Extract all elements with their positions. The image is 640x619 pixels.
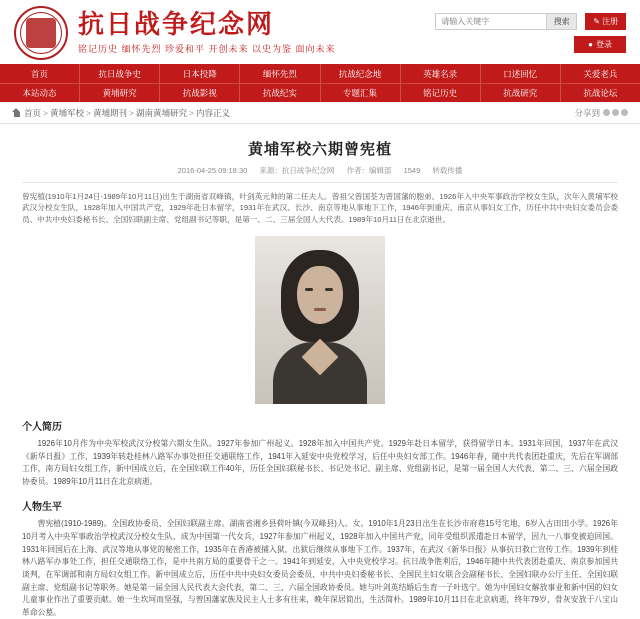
share-icon-3[interactable] [621, 109, 628, 116]
breadcrumb-home[interactable]: 首页 [24, 107, 42, 118]
search-button[interactable]: 搜索 [547, 13, 577, 30]
nav-item-topics[interactable]: 专题汇集 [321, 84, 401, 102]
nav-item-huangpu-research[interactable]: 黄埔研究 [80, 84, 160, 102]
seal-logo-icon [14, 6, 68, 60]
nav-item-war-history[interactable]: 抗日战争史 [80, 64, 160, 83]
article-figure [22, 236, 618, 406]
search-input[interactable] [435, 13, 547, 30]
portrait-face [297, 266, 343, 324]
section-paragraph-biography: 1926年10月作为中央军校武汉分校第六期女生队。1927年参加广州起义。1928年加入中国共产党。1929年赴日本留学，获得留学日本。1931年回国，1937年在武汉《新华日报》工作，1939年转赴桂林八路军办事处担任交通联络工作，1941年入延安中央党校学习，后任中央妇女部工作。1946年春，随中共代表团赴重庆，先后在军调部工作，南方局妇女组工作，新中国成立后，在全国妇联工作40年，历任全国妇联秘书长、书记处书记、副主席、党组副书记，是第一届全国人大代表、第二、三、六届全国政协委员。1989年10月11日在北京病逝。 [22, 438, 618, 486]
nav-item-war-forum[interactable]: 抗战论坛 [583, 88, 618, 98]
nav-item-care-veterans[interactable]: 关爱老兵 [583, 68, 618, 79]
register-label: 注册 [602, 17, 618, 26]
nav-row-1 [0, 64, 640, 83]
share-icons[interactable] [603, 109, 628, 116]
article-views: 1549 [403, 166, 421, 175]
nav-item-home[interactable]: 首页 [0, 64, 80, 83]
seal-inner [26, 18, 56, 48]
nav-item-war-studies[interactable]: 抗战研究 [481, 84, 561, 102]
breadcrumb-separator: > [43, 107, 48, 118]
breadcrumb-separator: > [188, 107, 194, 118]
site-title: 抗日战争纪念网 [78, 10, 275, 40]
register-icon: ✎ [593, 17, 600, 26]
portrait-mouth [314, 308, 326, 311]
nav-item-remember-history[interactable]: 铭记历史 [401, 84, 481, 102]
section-paragraph-life: 曾宪植(1910-1989)。全国政协委员、全国妇联副主席。湖南省湘乡县荷叶镇(今双峰县)人。女。1910年1月23日出生在长沙市府巷15号宅地，6岁入古田田小学。1926年10月考入中央军事政治学校武汉分校女生队，成为中国第一代女兵，1927年参加广州起义，1928年加入中国共产党，同年受组织派遣赴日本留学，因九一八事变被迫回国。1931年回国后在上海、武汉等地从事党的秘密工作，1935年在香港被捕入狱，出狱后继续从事地下工作。1937年，在武汉《新华日报》从事抗日救亡宣传工作。1939年到桂林八路军办事处工作，担任交通联络工作，是中共南方局的重要骨干之一。1941年到延安，入中央党校学习。抗日战争胜利后，1946年随中共代表团赴重庆、南京参加国共谈判，在军调部和南方局妇女组工作。新中国成立后，历任中共中央妇女委员会委员、中共中央妇委秘书长、全国民主妇女联合会副秘书长、全国妇联办公厅主任、全国妇联副主席、党组副书记等职务。她是第一届全国人民代表大会代表，第二、三、六届全国政协委员。她与叶剑英结婚后生育一子叶选宁。她为中国妇女解放事业和新中国的妇女儿童事业作出了重要贡献。她一生坎坷而坚强，与曾国藩家族及民主人士多有往来，晚年深居简出，生活简朴。1989年10月11日在北京病逝，终年79岁，骨灰安放于八宝山革命公墓。 [22, 519, 618, 617]
article-source: 来源：抗日战争纪念网 [259, 166, 335, 175]
nav-item-remember-martyrs[interactable]: 缅怀先烈 [240, 64, 320, 83]
breadcrumb-separator: > [128, 107, 134, 118]
site-subtitle: 铭记历史 缅怀先烈 珍爱和平 开创未来 以史为鉴 面向未来 [78, 43, 336, 54]
login-button[interactable] [574, 36, 626, 53]
breadcrumb-item-4[interactable]: 内容正义 [195, 107, 230, 118]
nav-item-site-news[interactable]: 本站动态 [0, 84, 80, 102]
site-title-block [78, 11, 336, 54]
article-summary: 曾宪植(1910年1月24日-1989年10月11日)出生于湖南省双峰镇，叶剑英元帅的第二任夫人。曾祖父曾国荃为曾国藩的胞弟。1926年入中央军事政治学校女生队，次年入黄埔军校武汉分校女生队，1928年加入中国共产党，1929年赴日本留学，1931年在武汉、长沙、南京等地从事地下工作，1946年到重庆、南京从事妇女工作，历任中共中央妇女委员会委员、中共中央妇委秘书长、全国妇联副主席、党组副书记等职，是第一、二、三届全国人大代表。1989年10月11日在北京逝世。 [22, 191, 618, 225]
nav-item-oral-memoir[interactable]: 口述回忆 [481, 64, 561, 83]
breadcrumb-separator: > [86, 107, 91, 118]
nav-item-memorial-sites[interactable]: 抗战纪念地 [321, 64, 401, 83]
share-area[interactable] [574, 107, 628, 119]
user-icon: ● [588, 40, 593, 49]
main-navigation [0, 64, 640, 102]
nav-item-war-records[interactable]: 抗战纪实 [240, 84, 320, 102]
article-date: 2016-04-25 09:18:30 [177, 166, 248, 175]
share-label: 分享到 [574, 107, 600, 118]
site-header [0, 0, 640, 64]
nav-row-2 [0, 83, 640, 102]
home-icon [12, 108, 21, 117]
article-divider [22, 182, 618, 183]
register-button[interactable] [585, 13, 626, 30]
nav-item-japan-surrender[interactable]: 日本投降 [160, 64, 240, 83]
breadcrumb-item-3[interactable]: 湖南黄埔研究 [135, 107, 187, 118]
nav-item-hero-list[interactable]: 英雄名录 [401, 64, 481, 83]
portrait-eye-left [305, 288, 313, 291]
breadcrumb-item-2[interactable]: 黄埔期刊 [92, 107, 127, 118]
login-label: 登录 [596, 40, 612, 49]
article-author: 作者：编辑部 [346, 166, 392, 175]
breadcrumb [0, 102, 640, 124]
article-title: 黄埔军校六期曾宪植 [247, 142, 392, 158]
article [0, 124, 640, 619]
nav-item-war-films[interactable]: 抗战影视 [160, 84, 240, 102]
breadcrumb-item-1[interactable]: 黄埔军校 [49, 107, 84, 118]
search-row [435, 13, 626, 30]
header-right [435, 13, 630, 53]
article-share-text[interactable]: 转载传播 [432, 166, 463, 175]
portrait-photo [255, 236, 385, 404]
section-heading-biography: 个人简历 [22, 421, 62, 433]
share-icon-1[interactable] [603, 109, 610, 116]
section-heading-life: 人物生平 [22, 502, 62, 514]
share-icon-2[interactable] [612, 109, 619, 116]
portrait-eye-right [325, 288, 333, 291]
article-meta [22, 165, 618, 176]
